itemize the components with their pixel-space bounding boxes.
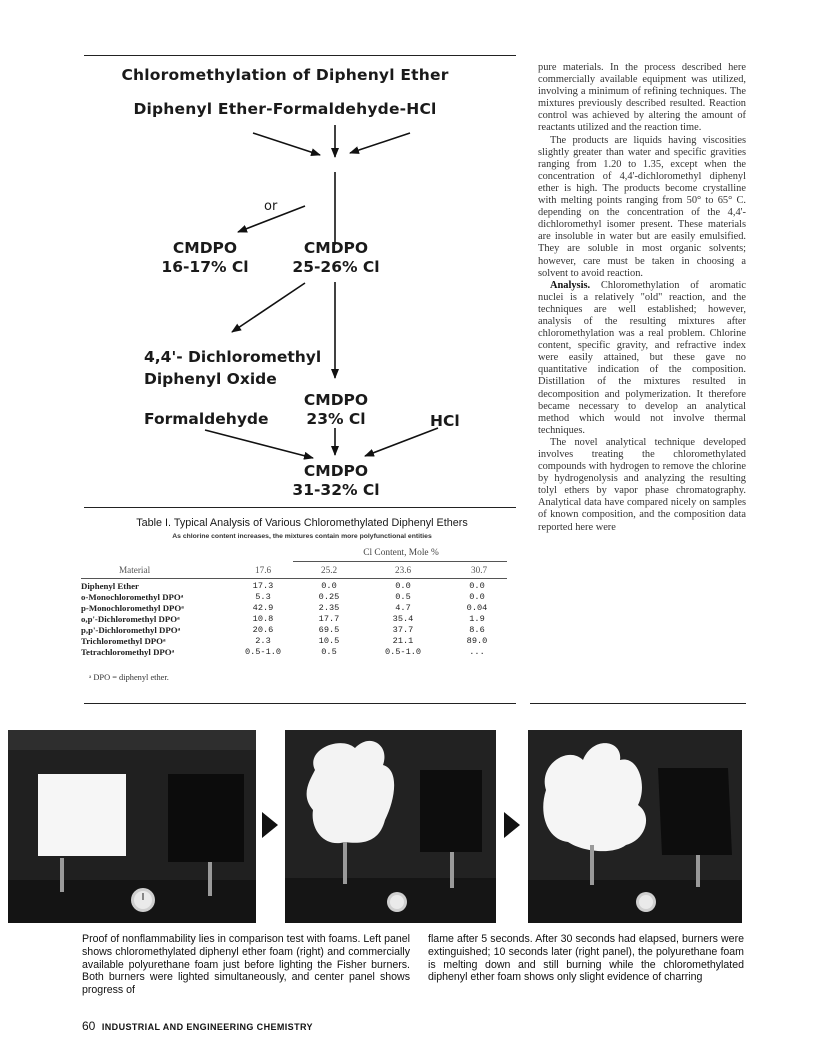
table-cell-value: 0.5-1.0 [384,647,422,657]
table-cell-value: ... [469,647,485,657]
body-paragraph-3 [538,280,746,437]
table-cell-material: p,p'-Dichloromethyl DPOᵃ [81,625,181,635]
dichloro-line1: 4,4'- Dichloromethyl [144,348,322,366]
table-cell-value: 4.7 [395,603,411,613]
col-header-3: 30.7 [471,565,488,575]
dichloro-node [144,346,321,390]
table-group-rule [293,561,507,562]
table-cell-value: 0.25 [318,592,340,602]
table-footnote: ᵃ DPO = diphenyl ether. [89,673,169,682]
table-row [81,581,507,592]
table-row [81,625,507,636]
table-cell-value: 2.35 [318,603,340,613]
body-column [538,62,746,534]
cmdpo-b-cl: 25-26% Cl [292,258,380,276]
photo-left-illustration [8,730,256,923]
table-cell-material: Diphenyl Ether [81,581,139,591]
photo-right-illustration [528,730,742,923]
table-cell-value: 8.6 [469,625,485,635]
arrow-left-converge [253,133,320,155]
hcl-node: HCl [430,412,460,430]
body-paragraph-2: The products are liquids having viscosities slightly greater than water and specific gravities ranging from 1.20 to 1.35, except when the concentration of 4,4'-dichloromethyl diphenyl ether is high. The products become crystalline with melting points ranging from 50° to 65° C. depending on the concentration of the 4,4'-dichloromethyl isomer present. These materials are insoluble in water but are easily emulsified. They are soluble in most organic solvents; however, care must be taken in choosing a solvent to avoid reaction. [538,134,746,279]
cmdpo-d-cl: 31-32% Cl [292,481,380,499]
scheme-bottom-rule [84,507,516,508]
table-row [81,647,507,658]
flame-shape [307,741,395,843]
photo-left-panel [8,730,256,923]
table-cell-material: Trichloromethyl DPOᵃ [81,636,166,646]
table-row [81,614,507,625]
table-cell-value: 0.5-1.0 [244,647,282,657]
col-header-0: 17.6 [255,565,272,575]
column-bottom-rule [530,703,746,704]
table-row [81,636,507,647]
table-cell-value: 37.7 [392,625,414,635]
arrow-panel-1 [262,812,278,838]
table-cell-value: 0.5 [395,592,411,602]
table-cell-value: 5.3 [255,592,271,602]
arrow-panel-2 [504,812,520,838]
arrow-formaldehyde [205,430,313,458]
arrow-hcl [365,428,438,456]
body-paragraph-4: The novel analytical technique developed involves treating the chloromethylated compounds with hydrogen to remove the chlorine by hydrogenolysis and analyzing the resulting tolyl ethers by vapor phase chromatography. Analytical data have compared nicely on samples of known composition, and the composition data reported here were [538,436,746,533]
scheme-reactants: Diphenyl Ether-Formaldehyde-HCl [133,100,437,118]
journal-name: INDUSTRIAL AND ENGINEERING CHEMISTRY [101,1022,313,1032]
cmdpo-a [150,239,260,277]
page-footer [82,1019,313,1033]
caption-right: flame after 5 seconds. After 30 seconds had elapsed, burners were extinguished; 10 seconds later (right panel), the polyurethane foam is melting down and still burning while the chloromethylated diphenyl ether foam shows only slight evidence of charring [428,933,744,984]
table-cell-value: 0.0 [395,581,411,591]
table-bottom-rule [84,703,516,704]
analysis-text: Chloromethylation of aromatic nuclei is a relatively "old" reaction, and the techniques are well established; however, analysis of the resulting mixtures after chloromethylation was a real problem. Chlorine content, specific gravity, and refractive index were easily attained, but these gave no quantitative indication of the composition. Distillation of the mixtures resulted in decomposition and polymerization. It therefore became necessary to develop an analytical method which would not involve thermal techniques. [538,279,746,436]
table-cell-value: 0.0 [469,592,485,602]
scheme-title: Chloromethylation of Diphenyl Ether [121,66,449,84]
cmdpo-a-cl: 16-17% Cl [161,258,249,276]
page-number: 60 [82,1019,96,1033]
table-cell-value: 69.5 [318,625,340,635]
analysis-heading: Analysis. [550,279,591,291]
table-row [81,592,507,603]
table-cell-material: Tetrachloromethyl DPOᵃ [81,647,175,657]
table-cell-material: p-Monochloromethyl DPOᵃ [81,603,184,613]
table-cell-value: 17.3 [252,581,274,591]
table-cell-value: 42.9 [252,603,274,613]
table-cell-value: 0.0 [321,581,337,591]
table-cell-value: 10.8 [252,614,274,624]
arrow-to-dichloro [232,283,305,332]
cmdpo-foam-block [168,774,244,862]
arrow-right-converge [350,133,410,153]
table-cell-value: 17.7 [318,614,340,624]
table-cell-material: o,p'-Dichloromethyl DPOᵃ [81,614,180,624]
table-cell-value: 0.5 [321,647,337,657]
col-header-1: 25.2 [321,565,338,575]
table-cell-value: 21.1 [392,636,414,646]
formaldehyde-node: Formaldehyde [144,410,269,428]
photo-center-panel [285,730,496,923]
table-header-row [81,565,507,577]
dichloro-line2: Diphenyl Oxide [144,370,277,388]
caption-left: Proof of nonflammability lies in comparison test with foams. Left panel shows chloromethylated diphenyl ether foam (right) and commercially available polyurethane foam just before lighting the Fisher burners. Both burners were lighted simultaneously, and center panel shows progress of [82,933,410,997]
table-header-rule [81,578,507,579]
table-cell-material: o-Monochloromethyl DPOᵃ [81,592,184,602]
cmdpo-b [276,239,396,277]
table-cell-value: 1.9 [469,614,485,624]
or-label: or [264,199,278,214]
photo-center-illustration [285,730,496,923]
cmdpo-c-cl: 23% Cl [306,410,366,428]
table-row [81,603,507,614]
table-cell-value: 89.0 [466,636,488,646]
cmdpo-d [286,462,386,500]
table-subtitle: As chlorine content increases, the mixtures contain more polyfunctional entities [172,533,432,540]
photo-right-panel [528,730,742,923]
body-paragraph-1: pure materials. In the process described here commercially available equipment was utilized, involving a minimum of refining techniques. The mixtures previously described resulted. Reaction control was achieved by altering the amount of reactants utilized and the reaction time. [538,62,746,134]
col-header-2: 23.6 [395,565,412,575]
cmdpo-d-name: CMDPO [303,462,369,480]
cmdpo-a-name: CMDPO [172,239,238,257]
table-cell-value: 20.6 [252,625,274,635]
table-cell-value: 0.0 [469,581,485,591]
table-cell-value: 0.04 [466,603,488,613]
polyurethane-foam-block [38,774,126,856]
cmdpo-c-name: CMDPO [303,391,369,409]
table-title: Table I. Typical Analysis of Various Chloromethylated Diphenyl Ethers [136,517,468,529]
cmdpo-c [286,391,386,429]
table-group-header: Cl Content, Mole % [363,548,439,558]
table-cell-value: 10.5 [318,636,340,646]
table-cell-value: 2.3 [255,636,271,646]
table-cell-value: 35.4 [392,614,414,624]
col-material: Material [119,565,151,575]
cmdpo-b-name: CMDPO [303,239,369,257]
